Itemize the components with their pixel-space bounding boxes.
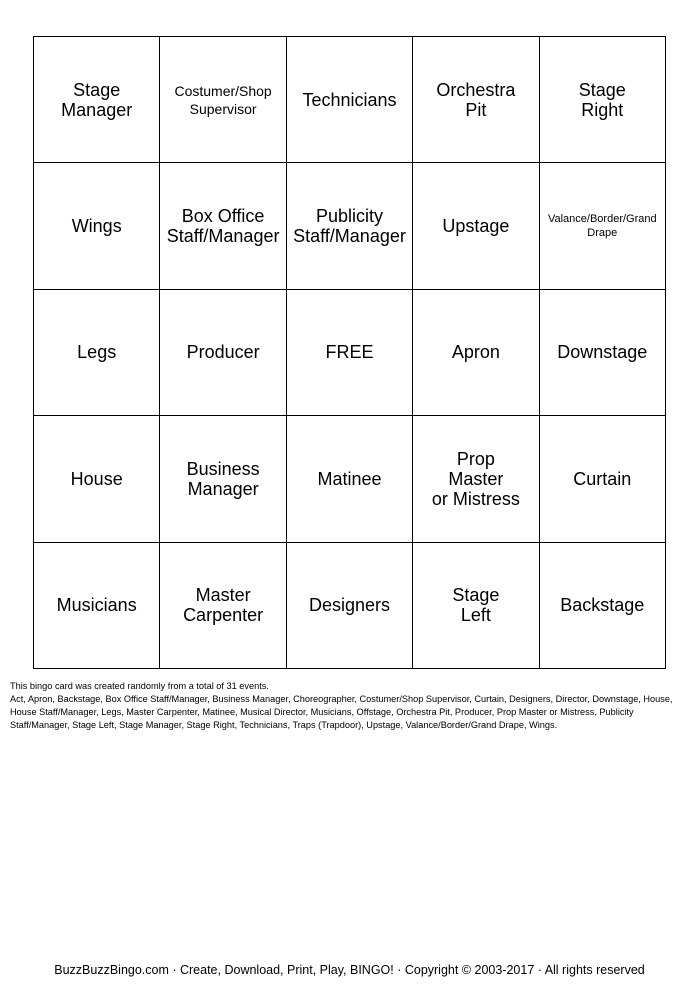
bingo-cell-text: Orchestra Pit: [436, 79, 516, 120]
bingo-cell: [160, 37, 286, 163]
bingo-cell-text: Producer: [186, 342, 260, 363]
bingo-cell: [413, 416, 539, 542]
bingo-card-grid: [33, 36, 666, 669]
bingo-cell-text: Backstage: [560, 595, 645, 616]
bingo-cell-text: Prop Master or Mistress: [431, 448, 520, 509]
bingo-cell: [160, 290, 286, 416]
bingo-cell: [287, 543, 413, 669]
bingo-cell-text: Curtain: [573, 468, 632, 489]
bingo-cell: [34, 543, 160, 669]
bingo-cell: [287, 290, 413, 416]
bingo-cell: [413, 37, 539, 163]
bingo-cell-text: Downstage: [557, 342, 648, 363]
bingo-cell-text: Costumer/Shop Supervisor: [174, 82, 272, 117]
bingo-cell-text: Box Office Staff/Manager: [166, 206, 280, 247]
bingo-cell: [34, 416, 160, 542]
bingo-cell: [160, 163, 286, 289]
bingo-cell-text: Apron: [451, 342, 500, 363]
bingo-cell-text: Stage Right: [578, 79, 626, 120]
bingo-cell-text: Upstage: [442, 216, 510, 237]
bingo-cell: [34, 290, 160, 416]
bingo-cell: [34, 37, 160, 163]
bingo-cell-text: Valance/Border/Grand Drape: [547, 213, 657, 240]
bingo-cell-text: Designers: [308, 595, 391, 616]
bingo-cell-text: Master Carpenter: [183, 585, 264, 626]
bingo-cell-text: FREE: [325, 342, 374, 363]
bingo-cell-text: Stage Left: [452, 585, 500, 626]
bingo-cell: [287, 416, 413, 542]
bingo-cell-text: Matinee: [317, 468, 382, 489]
bingo-cell: [540, 290, 666, 416]
bingo-cell-text: Wings: [71, 216, 122, 237]
card-summary: This bingo card was created randomly from a total of 31 events.: [10, 681, 269, 691]
bingo-cell: [540, 37, 666, 163]
bingo-cell: [287, 163, 413, 289]
bingo-cell: [413, 163, 539, 289]
bingo-cell: [160, 416, 286, 542]
bingo-cell-text: Musicians: [56, 595, 137, 616]
bingo-cell: [540, 416, 666, 542]
bingo-cell: [160, 543, 286, 669]
bingo-cell-text: Stage Manager: [61, 79, 133, 120]
bingo-cell: [34, 163, 160, 289]
footer-copyright: BuzzBuzzBingo.com · Create, Download, Print, Play, BINGO! · Copyright © 2003-2017 · All rights reserved: [54, 963, 645, 977]
bingo-cell-text: Legs: [77, 342, 117, 363]
event-list: Act, Apron, Backstage, Box Office Staff/Manager, Business Manager, Choreographer, Costumer/Shop Supervisor, Curtain, Designers, Director, Downstage, House, House Staff/Manager, Legs, Master Carpenter, Matinee, Musical Director, Musicians, Offstage, Orchestra Pit, Producer, Prop Master or Mistress, Publicity Staff/Manager, Stage Left, Stage Manager, Stage Right, Technicians, Traps (Trapdoor), Upstage, Valance/Border/Grand Drape, Wings.: [10, 694, 673, 730]
bingo-cell: [413, 290, 539, 416]
bingo-cell: [413, 543, 539, 669]
bingo-cell: [287, 37, 413, 163]
bingo-cell-text: House: [70, 468, 123, 489]
bingo-cell-text: Business Manager: [186, 458, 260, 499]
bingo-cell: [540, 163, 666, 289]
bingo-cell: [540, 543, 666, 669]
bingo-cell-text: Publicity Staff/Manager: [293, 206, 406, 247]
bingo-cell-text: Technicians: [302, 89, 397, 110]
card-info: [10, 680, 690, 732]
